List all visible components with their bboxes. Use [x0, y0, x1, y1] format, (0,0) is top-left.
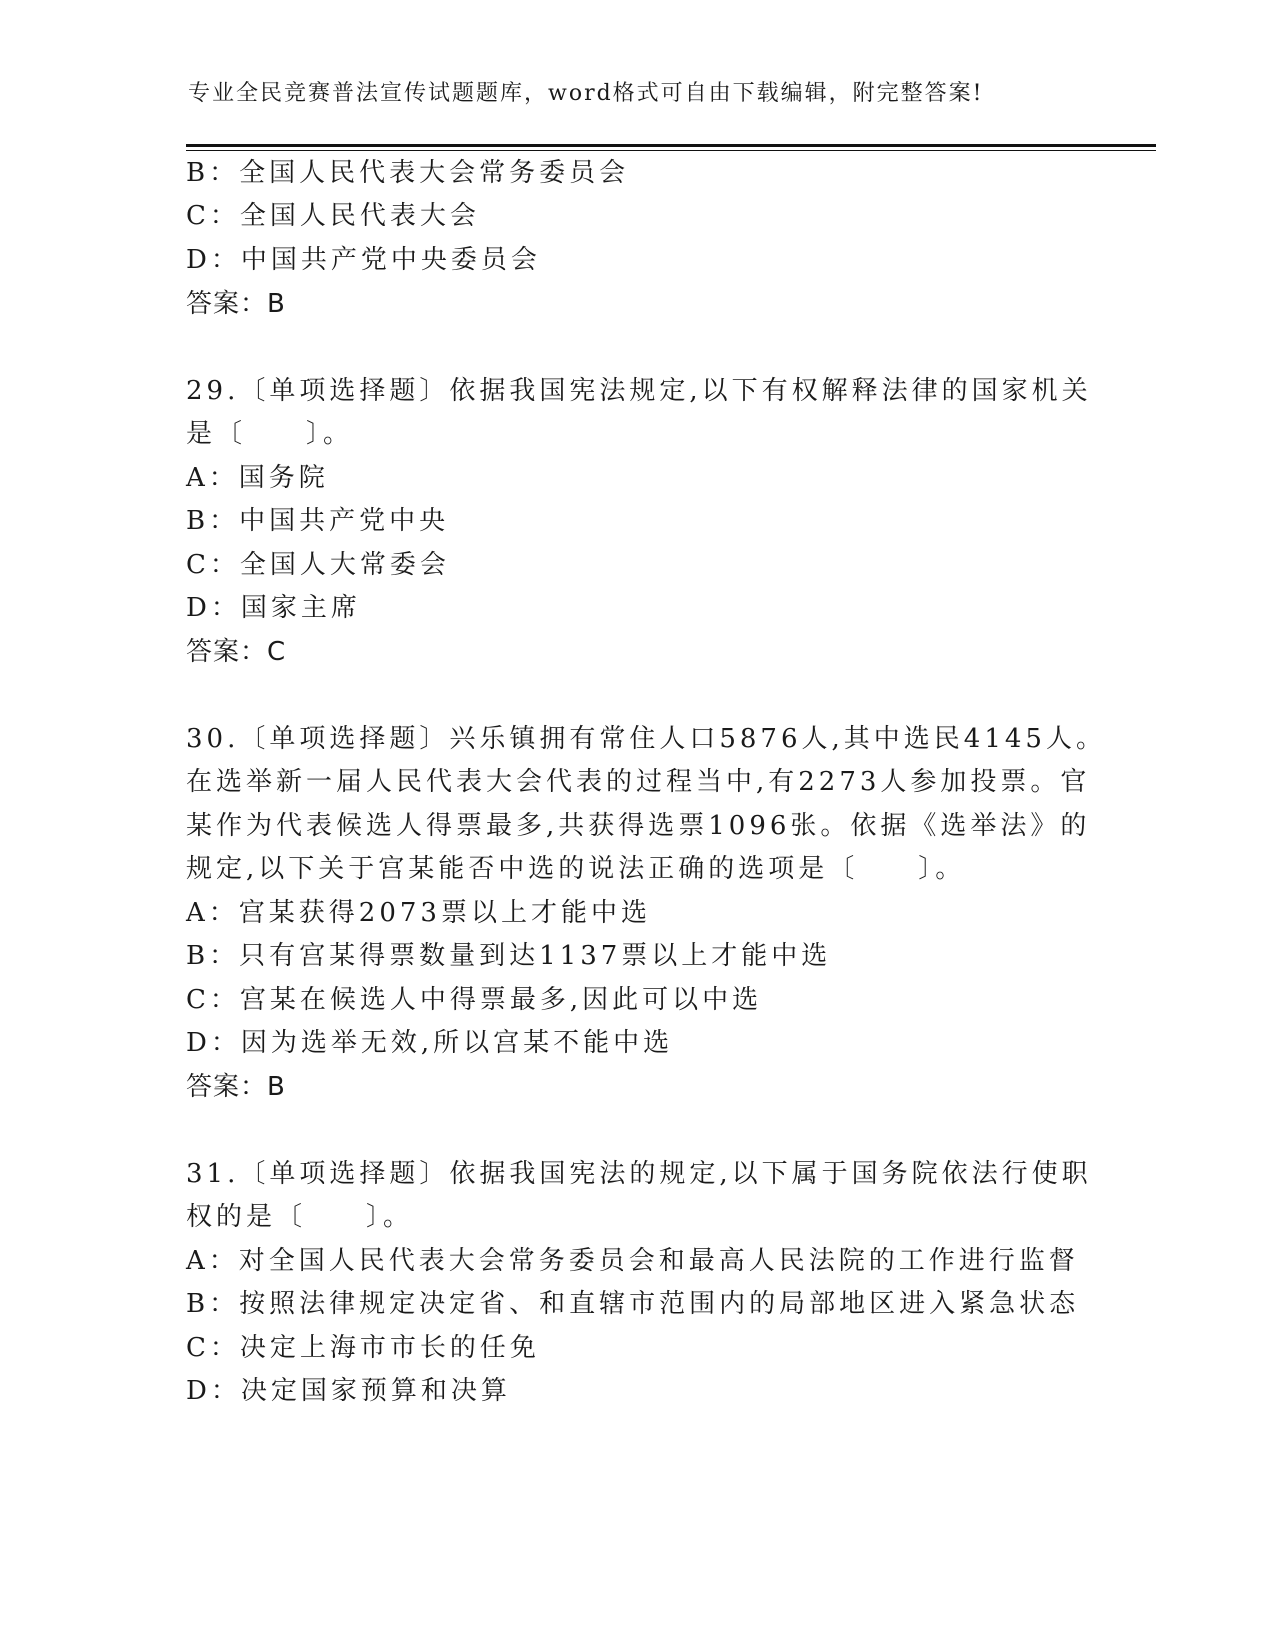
q31-option-c: C：决定上海市市长的任免: [186, 1333, 540, 1363]
q30-stem-line-1: 30.〔单项选择题〕兴乐镇拥有常住人口5876人,其中选民4145人。: [186, 724, 1106, 754]
q31-option-a: A：对全国人民代表大会常务委员会和最高人民法院的工作进行监督: [186, 1246, 1079, 1276]
q31-stem-line-1: 31.〔单项选择题〕依据我国宪法的规定,以下属于国务院依法行使职: [186, 1159, 1092, 1189]
q31-option-b: B：按照法律规定决定省、和直辖市范围内的局部地区进入紧急状态: [186, 1289, 1080, 1319]
header-divider-thin: [186, 150, 1156, 151]
page-header: 专业全民竞赛普法宣传试题题库，word格式可自由下载编辑，附完整答案!: [188, 81, 984, 106]
q30-option-b: B：只有宫某得票数量到达1137票以上才能中选: [186, 941, 832, 971]
q30-stem-line-2: 在选举新一届人民代表大会代表的过程当中,有2273人参加投票。官: [186, 767, 1091, 797]
q31-stem-line-2: 权的是〔 〕。: [186, 1202, 414, 1232]
q28-answer: 答案：B: [186, 289, 286, 319]
q29-option-d: D：国家主席: [186, 593, 361, 623]
q30-option-d: D：因为选举无效,所以宫某不能中选: [186, 1028, 674, 1058]
q29-stem-line-2: 是〔 〕。: [186, 419, 354, 449]
q28-option-c: C：全国人民代表大会: [186, 201, 480, 231]
q29-option-c: C：全国人大常委会: [186, 550, 450, 580]
q29-answer: 答案：C: [186, 637, 287, 667]
q28-option-d: D：中国共产党中央委员会: [186, 245, 541, 275]
q31-option-d: D：决定国家预算和决算: [186, 1376, 511, 1406]
q30-option-c: C：宫某在候选人中得票最多,因此可以中选: [186, 985, 763, 1015]
q30-stem-line-3: 某作为代表候选人得票最多,共获得选票1096张。依据《选举法》的: [186, 811, 1091, 841]
q29-option-a: A：国务院: [186, 463, 329, 493]
q29-option-b: B：中国共产党中央: [186, 506, 450, 536]
q29-stem-line-1: 29.〔单项选择题〕依据我国宪法规定,以下有权解释法律的国家机关: [186, 376, 1092, 406]
q28-option-b: B：全国人民代表大会常务委员会: [186, 158, 630, 188]
q30-option-a: A：宫某获得2073票以上才能中选: [186, 898, 651, 928]
q30-answer: 答案：B: [186, 1072, 286, 1102]
q30-stem-line-4: 规定,以下关于宫某能否中选的说法正确的选项是〔 〕。: [186, 854, 966, 884]
header-divider-thick: [186, 144, 1156, 147]
